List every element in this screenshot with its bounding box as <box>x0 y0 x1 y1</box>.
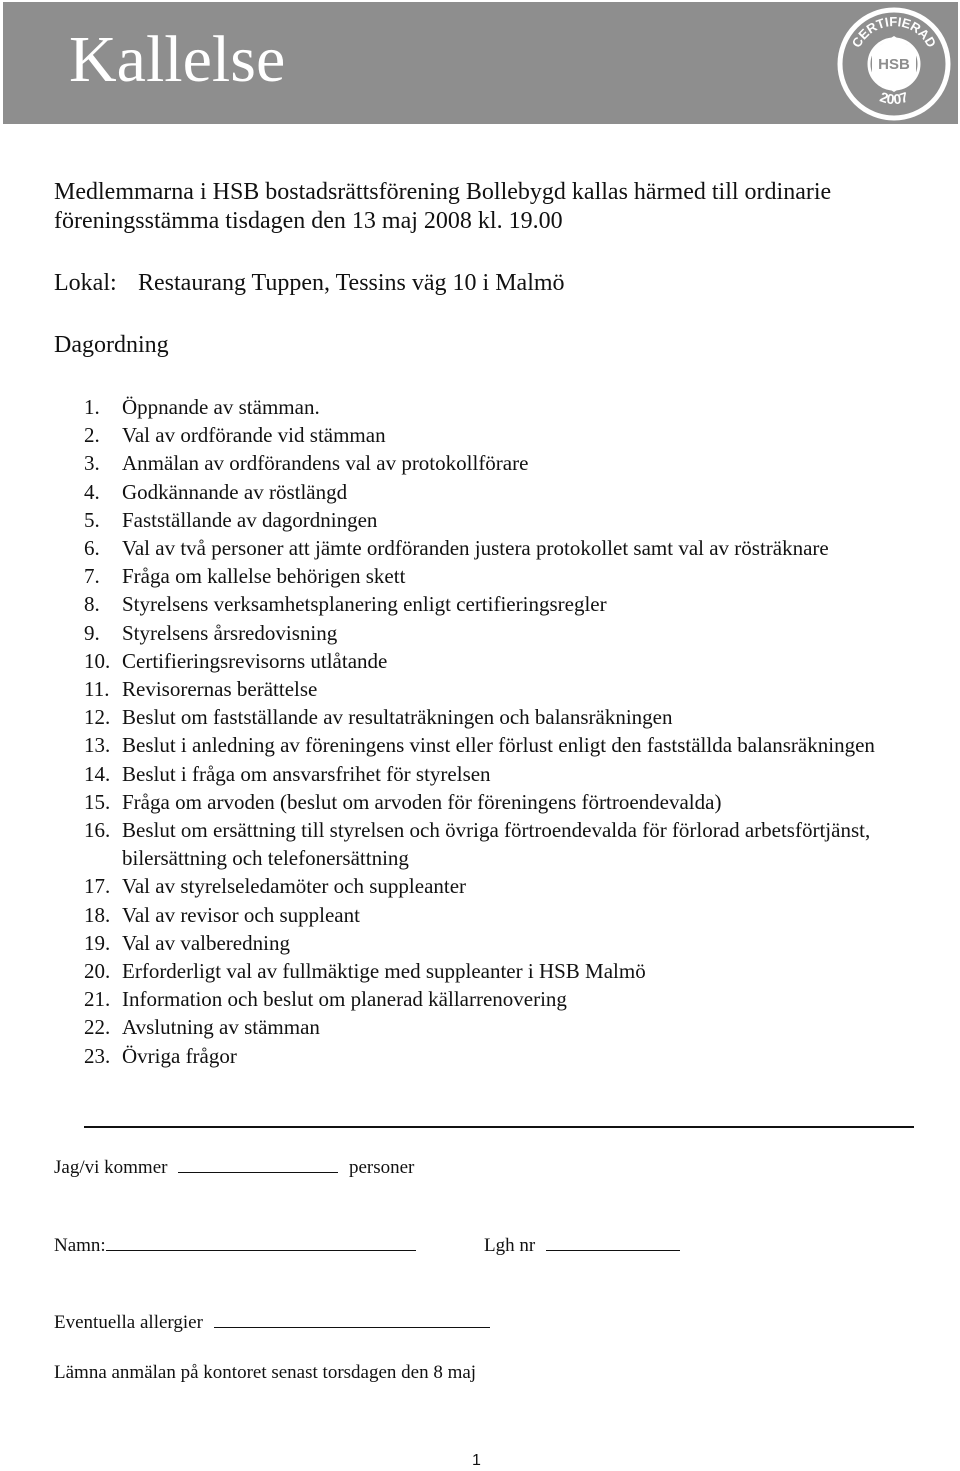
agenda-item-number: 13. <box>84 733 111 758</box>
agenda-item-text: Beslut om fastställande av resultaträkningen och balansräkningen <box>122 705 673 730</box>
agenda-item <box>84 478 914 506</box>
agenda-item-text: Godkännande av röstlängd <box>122 479 348 504</box>
agenda-item-number: 15. <box>84 789 111 814</box>
attendance-suffix: personer <box>348 1157 415 1178</box>
agenda-item-number: 2. <box>84 423 100 448</box>
agenda-item-number: 11. <box>84 677 110 702</box>
agenda-item <box>84 957 914 985</box>
agenda-item-text: Fastställande av dagordningen <box>122 507 378 532</box>
agenda-item-number: 3. <box>84 451 100 476</box>
agenda-item-text: Erforderligt val av fullmäktige med suppleanter i HSB Malmö <box>122 959 646 984</box>
agenda-item-number: 21. <box>84 987 111 1012</box>
agenda-item <box>84 1042 914 1070</box>
agenda-item-number: 17. <box>84 874 111 899</box>
agenda-list <box>84 393 914 1070</box>
agenda-item-number: 1. <box>84 395 100 419</box>
agenda-item <box>84 534 914 562</box>
agenda-item <box>84 929 914 957</box>
agenda-item <box>84 760 914 788</box>
agenda-item-number: 4. <box>84 479 100 504</box>
agenda-item-number: 22. <box>84 1015 111 1040</box>
agenda-item <box>84 1013 914 1041</box>
agenda-item <box>84 985 914 1013</box>
agenda-item-text: Revisorernas berättelse <box>122 677 318 702</box>
svg-text:2007: 2007 <box>877 88 911 108</box>
agenda-item <box>84 506 914 534</box>
agenda-item-text: Val av styrelseledamöter och suppleanter <box>122 874 467 899</box>
agenda-item-text: Val av revisor och suppleant <box>122 902 360 927</box>
agenda-item <box>84 421 914 449</box>
agenda-item <box>84 393 914 421</box>
name-field[interactable] <box>106 1232 416 1251</box>
agenda-item <box>84 816 914 872</box>
attendance-count-field[interactable] <box>178 1154 338 1173</box>
name-line <box>54 1232 416 1258</box>
agenda-item-text: Beslut om ersättning till styrelsen och övriga förtroendevalda för förlorad arbetsförtjänst, bilersättning och telefonersättning <box>122 818 871 871</box>
agenda-item-text: Avslutning av stämman <box>122 1015 320 1040</box>
agenda-item-number: 7. <box>84 564 100 589</box>
agenda-item-text: Anmälan av ordförandens val av protokollförare <box>122 451 529 476</box>
agenda-item <box>84 590 914 618</box>
agenda-item-text: Styrelsens årsredovisning <box>122 620 338 645</box>
agenda-item-number: 9. <box>84 620 100 645</box>
agenda-item-number: 14. <box>84 761 111 786</box>
agenda-item-number: 5. <box>84 507 100 532</box>
agenda-item-number: 20. <box>84 959 111 984</box>
agenda-item <box>84 619 914 647</box>
venue-line <box>54 269 565 298</box>
attendance-line <box>54 1154 414 1180</box>
apartment-number-field[interactable] <box>546 1232 680 1251</box>
svg-text:CERTIFIERAD: CERTIFIERAD <box>848 13 940 50</box>
agenda-item <box>84 731 914 759</box>
agenda-item-number: 18. <box>84 902 111 927</box>
agenda-item-text: Val av ordförande vid stämman <box>122 423 386 448</box>
attendance-prefix: Jag/vi kommer <box>54 1157 168 1178</box>
svg-text:HSB: HSB <box>878 56 910 73</box>
agenda-item-text: Beslut i anledning av föreningens vinst eller förlust enligt den fastställda balansräkningen <box>122 733 875 758</box>
apartment-line <box>484 1232 680 1258</box>
agenda-item <box>84 872 914 900</box>
agenda-item-text: Beslut i fråga om ansvarsfrihet för styrelsen <box>122 761 491 786</box>
agenda-item <box>84 562 914 590</box>
agenda-item-number: 6. <box>84 536 100 561</box>
venue-label: Lokal: <box>54 270 117 296</box>
agenda-item-text: Fråga om kallelse behörigen skett <box>122 564 406 589</box>
page-title: Kallelse <box>69 23 286 96</box>
agenda-item <box>84 449 914 477</box>
agenda-item-text: Val av valberedning <box>122 930 290 955</box>
agenda-item <box>84 647 914 675</box>
deadline-text: Lämna anmälan på kontoret senast torsdagen den 8 maj <box>54 1362 477 1383</box>
agenda-item-text: Öppnande av stämman. <box>122 395 320 419</box>
hsb-certified-seal <box>836 6 952 122</box>
apartment-label: Lgh nr <box>484 1235 536 1256</box>
agenda-item-text: Övriga frågor <box>122 1043 237 1068</box>
agenda-item-number: 12. <box>84 705 111 730</box>
agenda-item-number: 8. <box>84 592 100 617</box>
header-banner <box>3 2 958 124</box>
allergies-line <box>54 1309 490 1335</box>
agenda-item <box>84 703 914 731</box>
page-number: 1 <box>472 1452 481 1469</box>
agenda-item-text: Fråga om arvoden (beslut om arvoden för föreningens förtroendevalda) <box>122 789 722 814</box>
name-label: Namn: <box>54 1235 106 1256</box>
allergies-field[interactable] <box>214 1309 490 1328</box>
agenda-item-number: 19. <box>84 930 111 955</box>
agenda-item <box>84 675 914 703</box>
agenda-item-text: Val av två personer att jämte ordföranden justera protokollet samt val av rösträknare <box>122 536 829 561</box>
intro-text: Medlemmarna i HSB bostadsrättsförening Bollebygd kallas härmed till ordinarie föreningsstämma tisdagen den 13 maj 2008 kl. 19.00 <box>54 179 832 234</box>
agenda-item <box>84 901 914 929</box>
agenda-item <box>84 788 914 816</box>
agenda-item-text: Information och beslut om planerad källarrenovering <box>122 987 567 1012</box>
agenda-heading: Dagordning <box>54 332 169 358</box>
agenda-item-number: 23. <box>84 1043 111 1068</box>
allergies-label: Eventuella allergier <box>54 1312 203 1333</box>
agenda-item-number: 16. <box>84 818 111 843</box>
divider <box>84 1126 914 1128</box>
agenda-item-text: Styrelsens verksamhetsplanering enligt certifieringsregler <box>122 592 607 617</box>
agenda-item-text: Certifieringsrevisorns utlåtande <box>122 648 388 673</box>
venue-value: Restaurang Tuppen, Tessins väg 10 i Malmö <box>138 270 565 296</box>
agenda-item-number: 10. <box>84 648 111 673</box>
